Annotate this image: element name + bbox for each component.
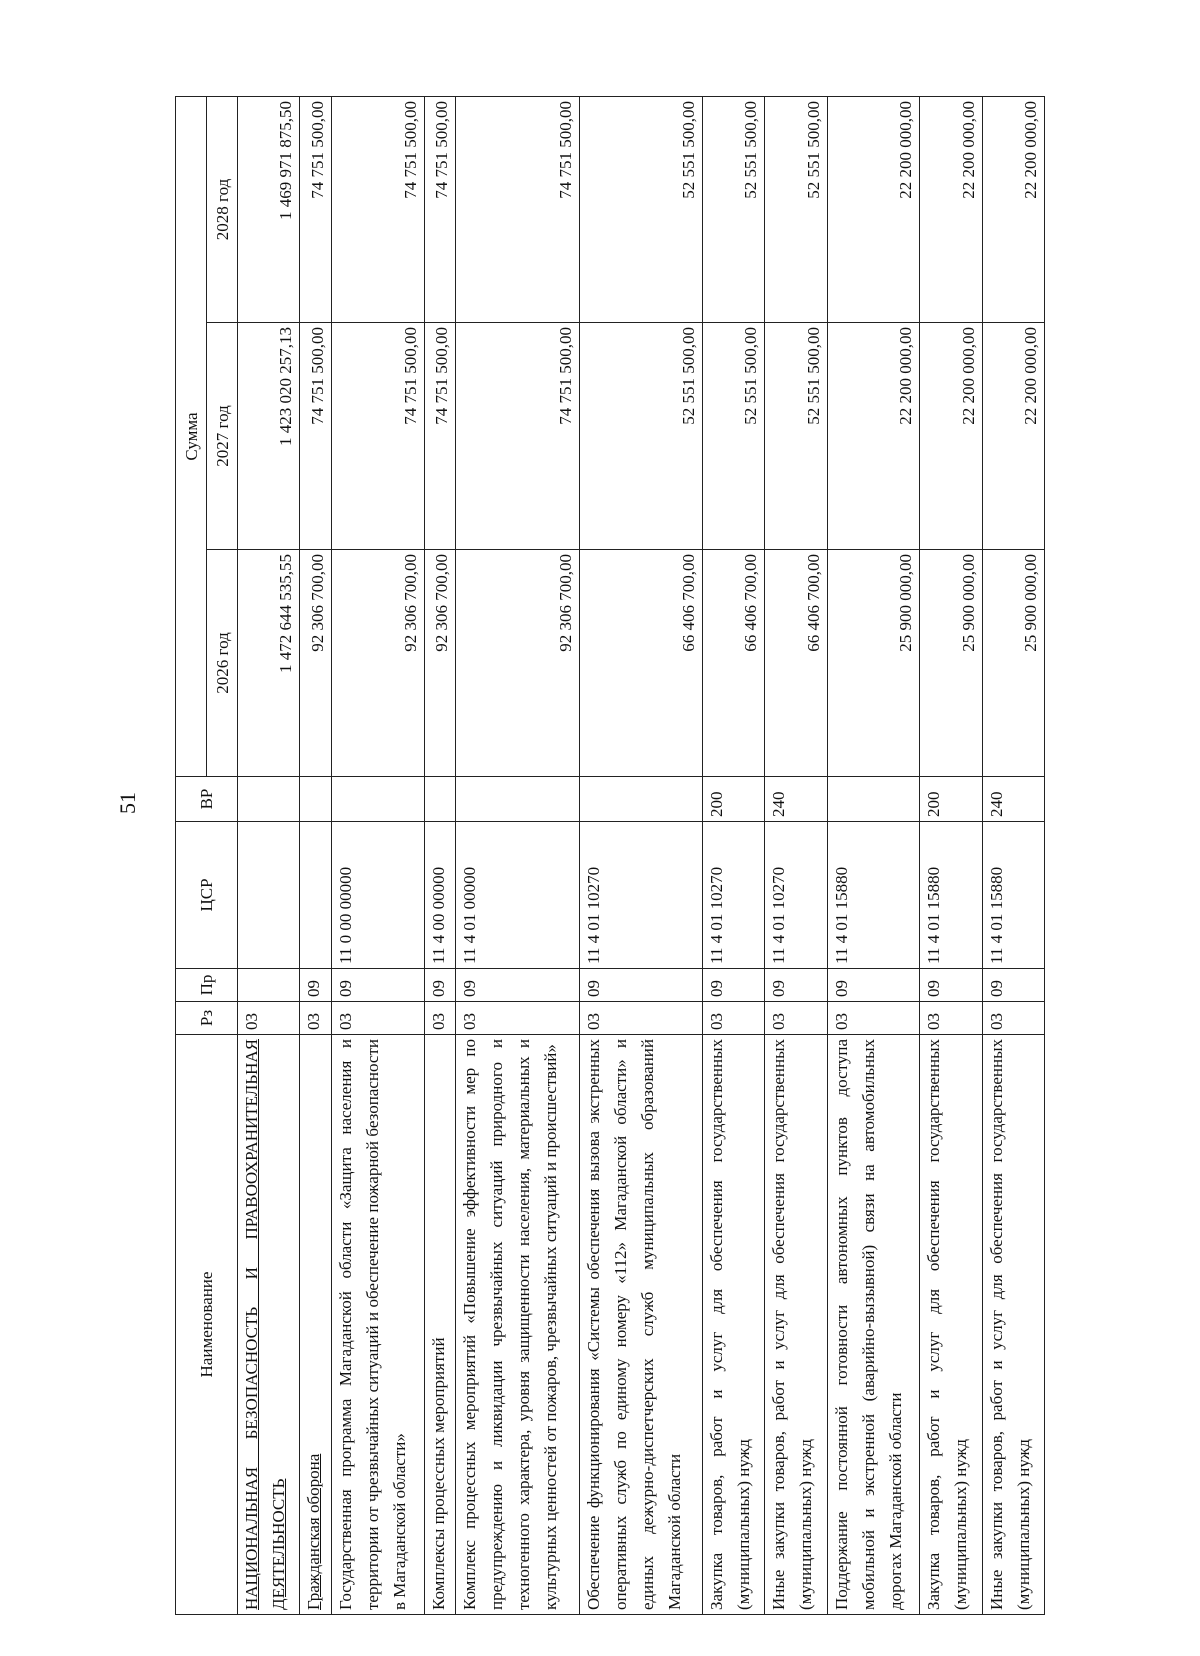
row-csr: 11 4 01 15880 [920,822,982,969]
row-sum-2028: 1 469 971 875,50 [238,97,300,323]
budget-table-rotated [175,97,1045,1615]
row-pr [238,969,300,1002]
row-name: Комплекс процессных мероприятий «Повышение эффективности мер по предупреждению и ликвидации чрезвычайных ситуаций природного и техногенного характера, уровня защищенности населения, материальных и культурных ценностей от пожаров, чрезвычайных ситуаций и происшествий» [456,1035,579,1615]
header-2028: 2028 год [207,97,238,323]
row-name: Государственная программа Магаданской области «Защита населения и территории от чрезвычайных ситуаций и обеспечение пожарной безопасности в Магаданской области» [331,1035,424,1615]
row-name: НАЦИОНАЛЬНАЯ БЕЗОПАСНОСТЬ И ПРАВООХРАНИТЕЛЬНАЯ ДЕЯТЕЛЬНОСТЬ [238,1035,300,1615]
row-sum-2027: 74 751 500,00 [424,323,456,550]
header-csr: ЦСР [176,822,238,969]
row-rz: 03 [579,1002,702,1035]
row-sum-2026: 92 306 700,00 [300,550,332,777]
table-row [703,97,765,1615]
table-row [424,97,456,1615]
row-vr: 240 [982,777,1044,822]
row-sum-2026: 25 900 000,00 [827,550,920,777]
row-name: Иные закупки товаров, работ и услуг для обеспечения государственных (муниципальных) нужд [982,1035,1044,1615]
header-pr: Пр [176,969,238,1002]
row-csr: 11 4 01 15880 [827,822,920,969]
row-vr [424,777,456,822]
row-vr: 200 [703,777,765,822]
row-csr: 11 4 00 00000 [424,822,456,969]
row-rz: 03 [238,1002,300,1035]
row-sum-2026: 66 406 700,00 [765,550,827,777]
row-pr: 09 [920,969,982,1002]
row-vr: 240 [765,777,827,822]
row-vr [456,777,579,822]
table-row [827,97,920,1615]
header-2027: 2027 год [207,323,238,550]
table-row [579,97,702,1615]
row-pr: 09 [765,969,827,1002]
row-name: Закупка товаров, работ и услуг для обеспечения государственных (муниципальных) нужд [703,1035,765,1615]
row-csr: 11 4 01 15880 [982,822,1044,969]
header-rz: Рз [176,1002,238,1035]
row-sum-2028: 74 751 500,00 [300,97,332,323]
row-sum-2027: 52 551 500,00 [579,323,702,550]
row-sum-2026: 25 900 000,00 [982,550,1044,777]
row-vr [238,777,300,822]
row-name: Иные закупки товаров, работ и услуг для обеспечения государственных (муниципальных) нужд [765,1035,827,1615]
row-rz: 03 [424,1002,456,1035]
row-csr: 11 4 01 10270 [765,822,827,969]
row-pr: 09 [424,969,456,1002]
row-sum-2027: 74 751 500,00 [331,323,424,550]
row-rz: 03 [300,1002,332,1035]
row-vr [331,777,424,822]
row-sum-2027: 22 200 000,00 [920,323,982,550]
table-row [920,97,982,1615]
row-sum-2026: 25 900 000,00 [920,550,982,777]
header-vr: ВР [176,777,238,822]
row-csr [300,822,332,969]
row-rz: 03 [920,1002,982,1035]
row-sum-2028: 52 551 500,00 [703,97,765,323]
table-row [238,97,300,1615]
row-rz: 03 [765,1002,827,1035]
row-sum-2027: 52 551 500,00 [765,323,827,550]
header-sum: Сумма [176,97,207,777]
row-pr: 09 [703,969,765,1002]
row-sum-2026: 92 306 700,00 [424,550,456,777]
row-sum-2026: 92 306 700,00 [456,550,579,777]
row-csr: 11 4 01 10270 [703,822,765,969]
row-sum-2028: 22 200 000,00 [827,97,920,323]
budget-table [175,96,1045,1615]
row-pr: 09 [579,969,702,1002]
row-sum-2028: 22 200 000,00 [920,97,982,323]
row-pr: 09 [331,969,424,1002]
row-sum-2028: 74 751 500,00 [424,97,456,323]
row-csr: 11 4 01 00000 [456,822,579,969]
table-row [456,97,579,1615]
row-sum-2028: 52 551 500,00 [579,97,702,323]
row-sum-2026: 92 306 700,00 [331,550,424,777]
row-name: Гражданская оборона [300,1035,332,1615]
row-sum-2028: 22 200 000,00 [982,97,1044,323]
table-row [982,97,1044,1615]
row-rz: 03 [982,1002,1044,1035]
row-sum-2027: 52 551 500,00 [703,323,765,550]
row-rz: 03 [703,1002,765,1035]
row-sum-2028: 74 751 500,00 [331,97,424,323]
table-row [300,97,332,1615]
row-sum-2027: 22 200 000,00 [827,323,920,550]
row-name: Обеспечение функционирования «Системы обеспечения вызова экстренных оперативных служб по единому номеру «112» Магаданской области» и единых дежурно-диспетчерских служб муниципальных образований Магаданской области [579,1035,702,1615]
row-rz: 03 [827,1002,920,1035]
row-sum-2027: 74 751 500,00 [300,323,332,550]
row-vr: 200 [920,777,982,822]
row-csr: 11 4 01 10270 [579,822,702,969]
row-vr [827,777,920,822]
row-pr: 09 [300,969,332,1002]
row-sum-2026: 66 406 700,00 [579,550,702,777]
row-name: Поддержание постоянной готовности автономных пунктов доступа мобильной и экстренной (аварийно-вызывной) связи на автомобильных дорогах Магаданской области [827,1035,920,1615]
row-vr [300,777,332,822]
row-sum-2026: 66 406 700,00 [703,550,765,777]
header-name: Наименование [176,1035,238,1615]
header-2026: 2026 год [207,550,238,777]
row-pr: 09 [982,969,1044,1002]
row-pr: 09 [456,969,579,1002]
row-rz: 03 [456,1002,579,1035]
row-pr: 09 [827,969,920,1002]
table-row [331,97,424,1615]
row-csr: 11 0 00 00000 [331,822,424,969]
row-name: Закупка товаров, работ и услуг для обеспечения государственных (муниципальных) нужд [920,1035,982,1615]
row-rz: 03 [331,1002,424,1035]
row-sum-2026: 1 472 644 535,55 [238,550,300,777]
row-sum-2028: 52 551 500,00 [765,97,827,323]
row-name: Комплексы процессных мероприятий [424,1035,456,1615]
row-sum-2027: 1 423 020 257,13 [238,323,300,550]
page-number: 51 [115,792,140,814]
table-row [765,97,827,1615]
table-body [238,97,1045,1615]
row-csr [238,822,300,969]
row-vr [579,777,702,822]
row-sum-2027: 74 751 500,00 [456,323,579,550]
row-sum-2028: 74 751 500,00 [456,97,579,323]
row-sum-2027: 22 200 000,00 [982,323,1044,550]
